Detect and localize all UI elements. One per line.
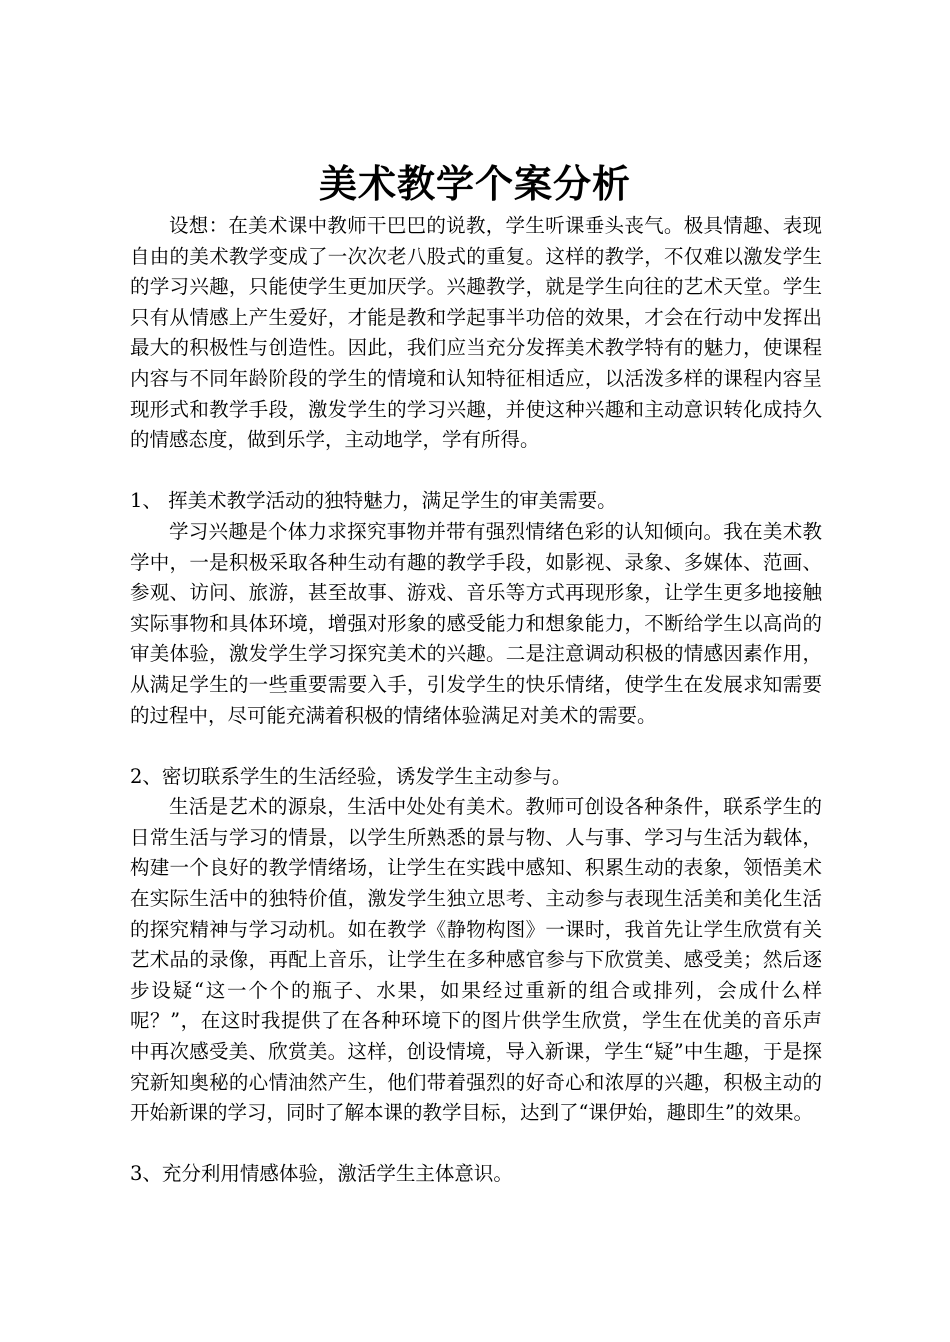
document-title: 美术教学个案分析 (318, 161, 631, 207)
document-body (130, 211, 822, 1190)
section-3-heading: 3、充分利用情感体验，激活学生主体意识。 (130, 1162, 513, 1186)
intro-paragraph: 设想：在美术课中教师干巴巴的说教，学生听课垂头丧气。极具情趣、表现自由的美术教学变成了一次次老八股式的重复。这样的教学，不仅难以激发学生的学习兴趣，只能使学生更加厌学。兴趣教学，就是学生向往的艺术天堂。学生只有从情感上产生爱好，才能是教和学起事半功倍的效果，才会在行动中发挥出最大的积极性与创造性。因此，我们应当充分发挥美术教学特有的魅力，使课程内容与不同年龄阶段的学生的情境和认知特征相适应，以活泼多样的课程内容呈现形式和教学手段，激发学生的学习兴趣，并使这种兴趣和主动意识转化成持久的情感态度，做到乐学，主动地学，学有所得。 (130, 214, 822, 452)
section-2-heading: 2、密切联系学生的生活经验，诱发学生主动参与。 (130, 764, 572, 788)
section-1-heading: 1、 挥美术教学活动的独特魅力，满足学生的审美需要。 (130, 489, 617, 513)
section-2-paragraph: 生活是艺术的源泉，生活中处处有美术。教师可创设各种条件，联系学生的日常生活与学习的情景，以学生所熟悉的景与物、人与事、学习与生活为载体，构建一个良好的教学情绪场，让学生在实践中感知、积累生动的表象，领悟美术在实际生活中的独特价值，激发学生独立思考、主动参与表现生活美和美化生活的探究精神与学习动机。如在教学《静物构图》一课时，我首先让学生欣赏有关艺术品的录像，再配上音乐，让学生在多种感官参与下欣赏美、感受美；然后逐步设疑“这一个个的瓶子、水果，如果经过重新的组合或排列，会成什么样呢？”，在这时我提供了在各种环境下的图片供学生欣赏，学生在优美的音乐声中再次感受美、欣赏美。这样，创设情境，导入新课，学生“疑”中生趣，于是探究新知奥秘的心情油然产生，他们带着强烈的好奇心和浓厚的兴趣，积极主动的开始新课的学习，同时了解本课的教学目标，达到了“课伊始，趣即生”的效果。 (130, 795, 822, 1125)
section-1-paragraph: 学习兴趣是个体力求探究事物并带有强烈情绪色彩的认知倾向。我在美术教学中，一是积极采取各种生动有趣的教学手段，如影视、录象、多媒体、范画、参观、访问、旅游，甚至故事、游戏、音乐等方式再现形象，让学生更多地接触实际事物和具体环境，增强对形象的感受能力和想象能力，不断给学生以高尚的审美体验，激发学生学习探究美术的兴趣。二是注意调动积极的情感因素作用，从满足学生的一些重要需要入手，引发学生的快乐情绪，使学生在发展求知需要的过程中，尽可能充满着积极的情绪体验满足对美术的需要。 (130, 519, 822, 727)
